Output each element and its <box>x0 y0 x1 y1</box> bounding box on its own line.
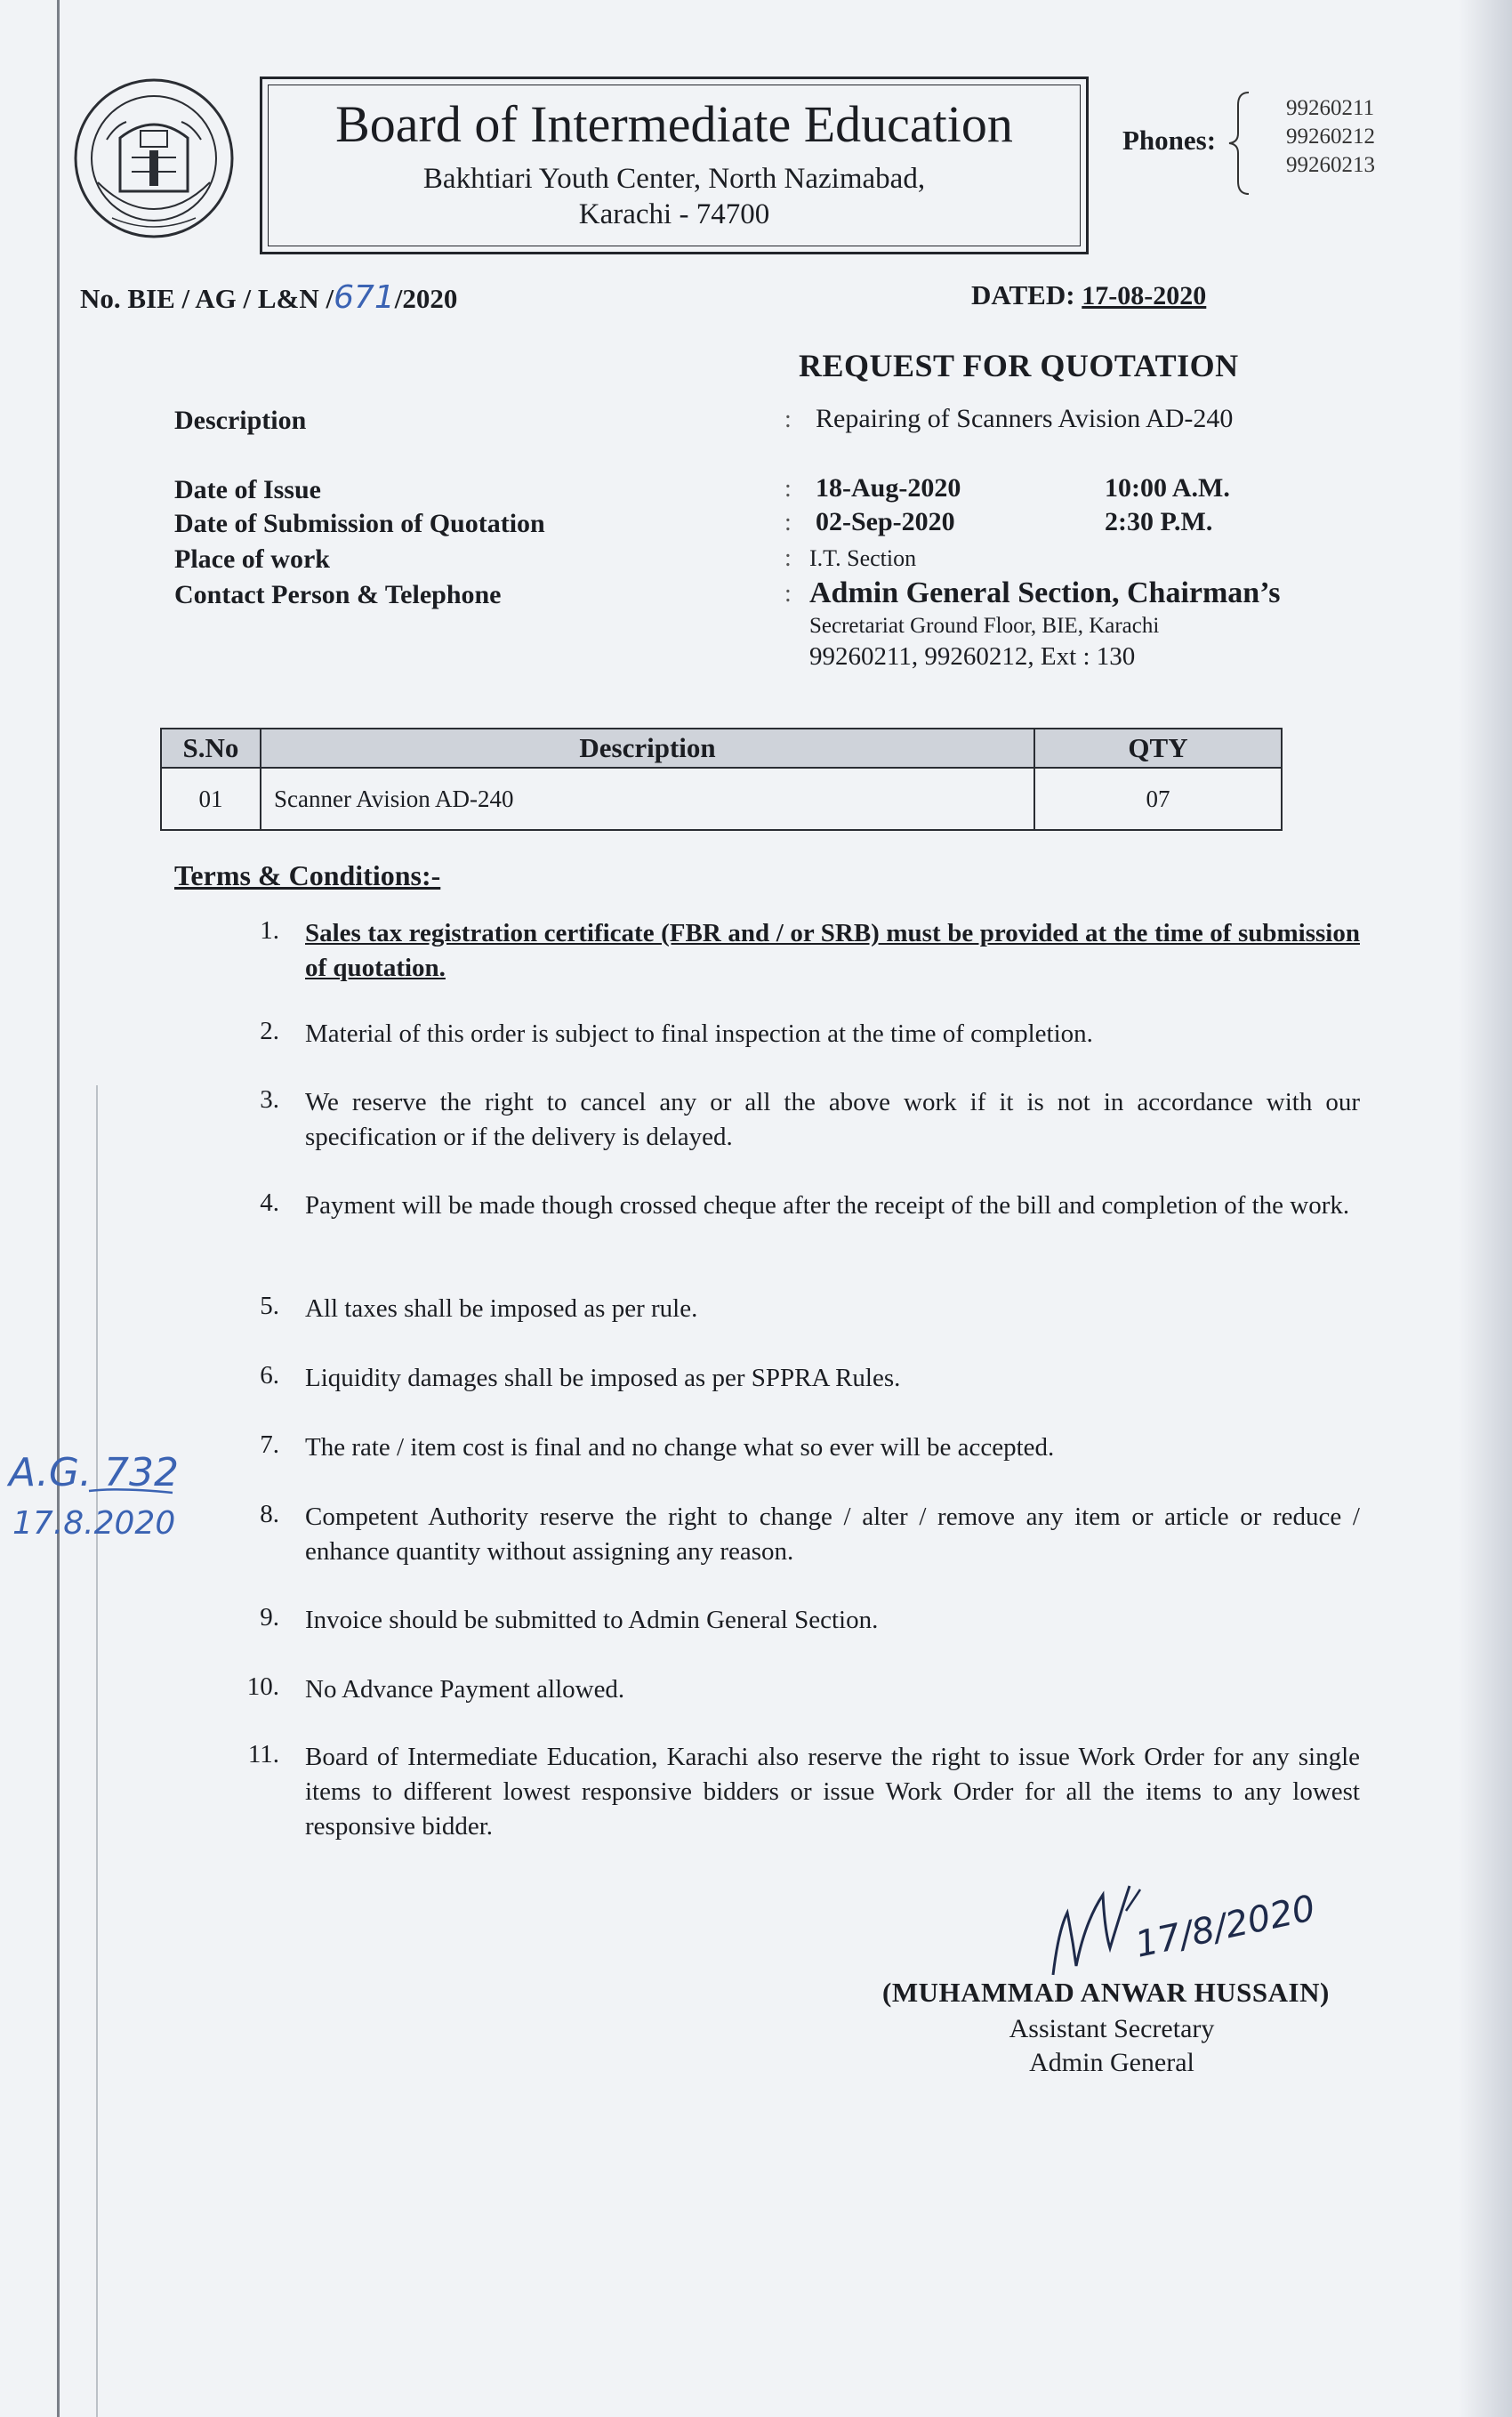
reference-number <box>80 279 457 316</box>
column-header-description: Description <box>261 729 1034 768</box>
brace-icon <box>1226 91 1252 196</box>
term-text: The rate / item cost is final and no change what so ever will be accepted. <box>305 1433 1055 1462</box>
term-text: Competent Authority reserve the right to change / alter / remove any item or article or reduce / enhance quantity without assigning any reason. <box>305 1503 1360 1566</box>
dated-value: 17-08-2020 <box>1082 281 1207 310</box>
term-text: Board of Intermediate Education, Karachi also reserve the right to issue Work Order for any single items to different lowest responsive bidders or issue Work Order for all the items to any lowest responsive bidder. <box>305 1743 1360 1841</box>
term-number: 2. <box>260 1017 279 1045</box>
organization-name: Board of Intermediate Education <box>335 95 1013 153</box>
term-number: 8. <box>260 1500 279 1528</box>
cell-description: Scanner Avision AD-240 <box>261 768 1034 830</box>
term-number: 5. <box>260 1292 279 1320</box>
description-label: Description <box>174 406 307 435</box>
signatory-title-2: Admin General <box>1029 2048 1194 2077</box>
description-value: Repairing of Scanners Avision AD-240 <box>816 404 1234 433</box>
term-text: Liquidity damages shall be imposed as per SPPRA Rules. <box>305 1364 901 1392</box>
left-margin-line <box>57 0 60 2417</box>
term-number: 11. <box>247 1740 279 1768</box>
reference-prefix: No. BIE / AG / L&N / <box>80 283 334 314</box>
page-title: REQUEST FOR QUOTATION <box>799 348 1239 383</box>
cell-qty: 07 <box>1034 768 1282 830</box>
issue-time-value: 10:00 A.M. <box>1105 473 1230 503</box>
handwritten-note-line-1: A.G. 732 <box>9 1450 179 1495</box>
term-text: We reserve the right to cancel any or all the above work if it is not in accordance with our specification or if the delivery is delayed. <box>305 1088 1360 1151</box>
term-text: No Advance Payment allowed. <box>305 1675 625 1704</box>
board-seal-logo <box>71 76 237 241</box>
term-number: 10. <box>246 1672 279 1701</box>
reference-suffix: /2020 <box>394 283 458 314</box>
place-of-work-label: Place of work <box>174 544 330 574</box>
column-header-qty: QTY <box>1034 729 1282 768</box>
letterhead-box <box>260 77 1089 254</box>
term-number: 3. <box>260 1085 279 1114</box>
phones-label: Phones: <box>1122 125 1217 156</box>
phone-number-2: 99260212 <box>1286 125 1375 149</box>
scan-margin-line <box>96 1085 98 2417</box>
signature-date: 17/8/2020 <box>1131 1888 1319 1966</box>
handwritten-note-line-2: 17.8.2020 <box>12 1505 176 1542</box>
submission-time-value: 2:30 P.M. <box>1105 507 1213 536</box>
contact-line-1: Admin General Section, Chairman’s <box>809 576 1281 609</box>
submission-date-label: Date of Submission of Quotation <box>174 509 545 538</box>
term-text: Invoice should be submitted to Admin General Section. <box>305 1606 879 1634</box>
handwritten-margin-note <box>4 1439 199 1546</box>
column-header-sno: S.No <box>161 729 261 768</box>
scan-edge-shade <box>1459 0 1512 2417</box>
term-text: Payment will be made though crossed cheque after the receipt of the bill and completion of the work. <box>305 1191 1350 1220</box>
contact-line-2: Secretariat Ground Floor, BIE, Karachi <box>809 614 1160 638</box>
phone-number-1: 99260211 <box>1286 96 1375 120</box>
signatory-name: (MUHAMMAD ANWAR HUSSAIN) <box>882 1977 1330 2008</box>
term-text: Sales tax registration certificate (FBR and / or SRB) must be provided at the time of submission of quotation. <box>305 919 1360 982</box>
term-number: 1. <box>260 916 279 945</box>
term-number: 9. <box>260 1603 279 1631</box>
table-row <box>161 768 1282 830</box>
signatory-title-1: Assistant Secretary <box>1009 2014 1215 2043</box>
cell-sno: 01 <box>161 768 261 830</box>
term-text: Material of this order is subject to final inspection at the time of completion. <box>305 1019 1093 1048</box>
terms-heading: Terms & Conditions:- <box>174 859 441 891</box>
contact-label: Contact Person & Telephone <box>174 580 502 609</box>
term-text: All taxes shall be imposed as per rule. <box>305 1294 698 1323</box>
organization-address <box>262 161 1086 232</box>
phone-number-3: 99260213 <box>1286 153 1375 177</box>
signature-scribble <box>1041 1859 1325 1993</box>
address-line-1: Bakhtiari Youth Center, North Nazimabad, <box>422 163 926 195</box>
term-number: 4. <box>260 1188 279 1217</box>
submission-date-value: 02-Sep-2020 <box>816 507 955 536</box>
contact-line-3: 99260211, 99260212, Ext : 130 <box>809 642 1136 671</box>
items-table <box>160 728 1283 831</box>
issue-date-label: Date of Issue <box>174 475 321 504</box>
dated-line <box>971 279 1206 311</box>
address-line-2: Karachi - 74700 <box>578 198 770 230</box>
term-number: 7. <box>260 1430 279 1459</box>
handwritten-reference-number: 671 <box>334 279 395 316</box>
issue-date-value: 18-Aug-2020 <box>816 473 961 503</box>
dated-label: DATED: <box>971 279 1075 310</box>
table-header-row <box>161 729 1282 768</box>
place-of-work-value: I.T. Section <box>809 545 917 571</box>
term-number: 6. <box>260 1361 279 1390</box>
